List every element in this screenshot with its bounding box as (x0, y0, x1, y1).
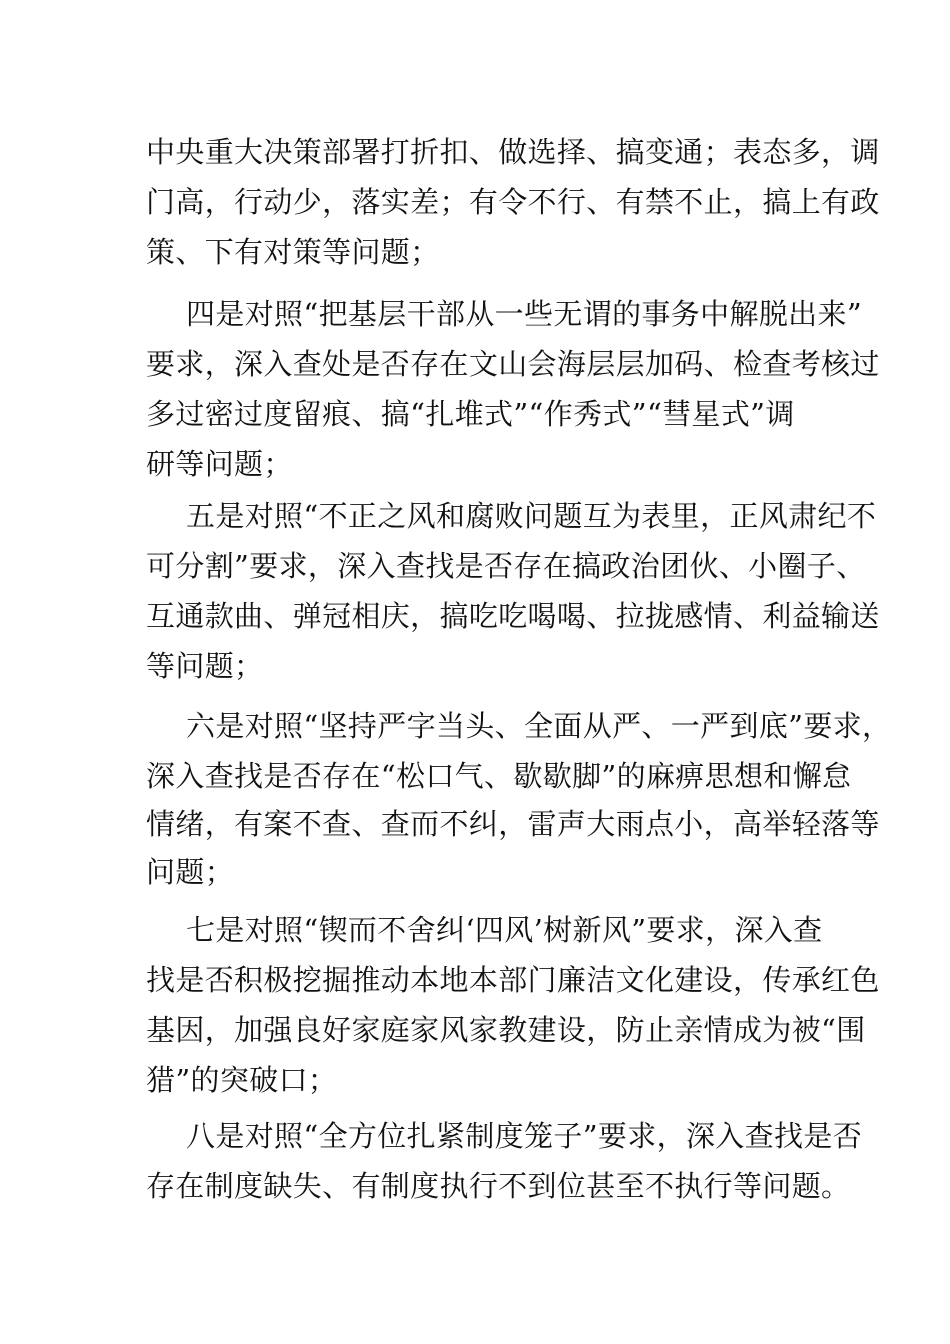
paragraph-first-line: 八是对照“全方位扎紧制度笼子”要求，深入查找是否 (186, 1119, 863, 1153)
text-line: 等问题； (146, 649, 264, 683)
text-line: 门高，行动少，落实差；有令不行、有禁不止，搞上有政 (146, 185, 880, 219)
text-line: 中央重大决策部署打折扣、做选择、搞变通；表态多，调 (146, 135, 880, 169)
text-line: 研等问题； (146, 447, 293, 481)
text-line: 存在制度缺失、有制度执行不到位甚至不执行等问题。 (146, 1169, 851, 1203)
text-line: 策、下有对策等问题； (146, 235, 440, 269)
text-line: 可分割”要求，深入查找是否存在搞政治团伙、小圈子、 (146, 549, 866, 583)
text-line: 深入查找是否存在“松口气、歇歇脚”的麻痹思想和懈怠 (146, 759, 852, 793)
text-line: 互通款曲、弹冠相庆，搞吃吃喝喝、拉拢感情、利益输送 (146, 599, 880, 633)
paragraph-first-line: 五是对照“不正之风和腐败问题互为表里，正风肃纪不 (186, 499, 877, 533)
text-line: 找是否积极挖掘推动本地本部门廉洁文化建设，传承红色 (146, 963, 880, 997)
text-line: 基因，加强良好家庭家风家教建设，防止亲情成为被“围 (146, 1013, 866, 1047)
text-line: 多过密过度留痕、搞“扎堆式”“作秀式”“彗星式”调 (146, 397, 795, 431)
paragraph-first-line: 七是对照“锲而不舍纠‘四风’树新风”要求，深入查 (186, 913, 823, 947)
paragraph-first-line: 六是对照“坚持严字当头、全面从严、一严到底”要求， (186, 709, 892, 743)
paragraph-first-line: 四是对照“把基层干部从一些无谓的事务中解脱出来” (186, 297, 863, 331)
text-line: 问题； (146, 855, 235, 889)
text-line: 猎”的突破口； (146, 1063, 338, 1097)
text-line: 要求，深入查处是否存在文山会海层层加码、检查考核过 (146, 347, 880, 381)
text-line: 情绪，有案不查、查而不纠，雷声大雨点小，高举轻落等 (146, 807, 880, 841)
